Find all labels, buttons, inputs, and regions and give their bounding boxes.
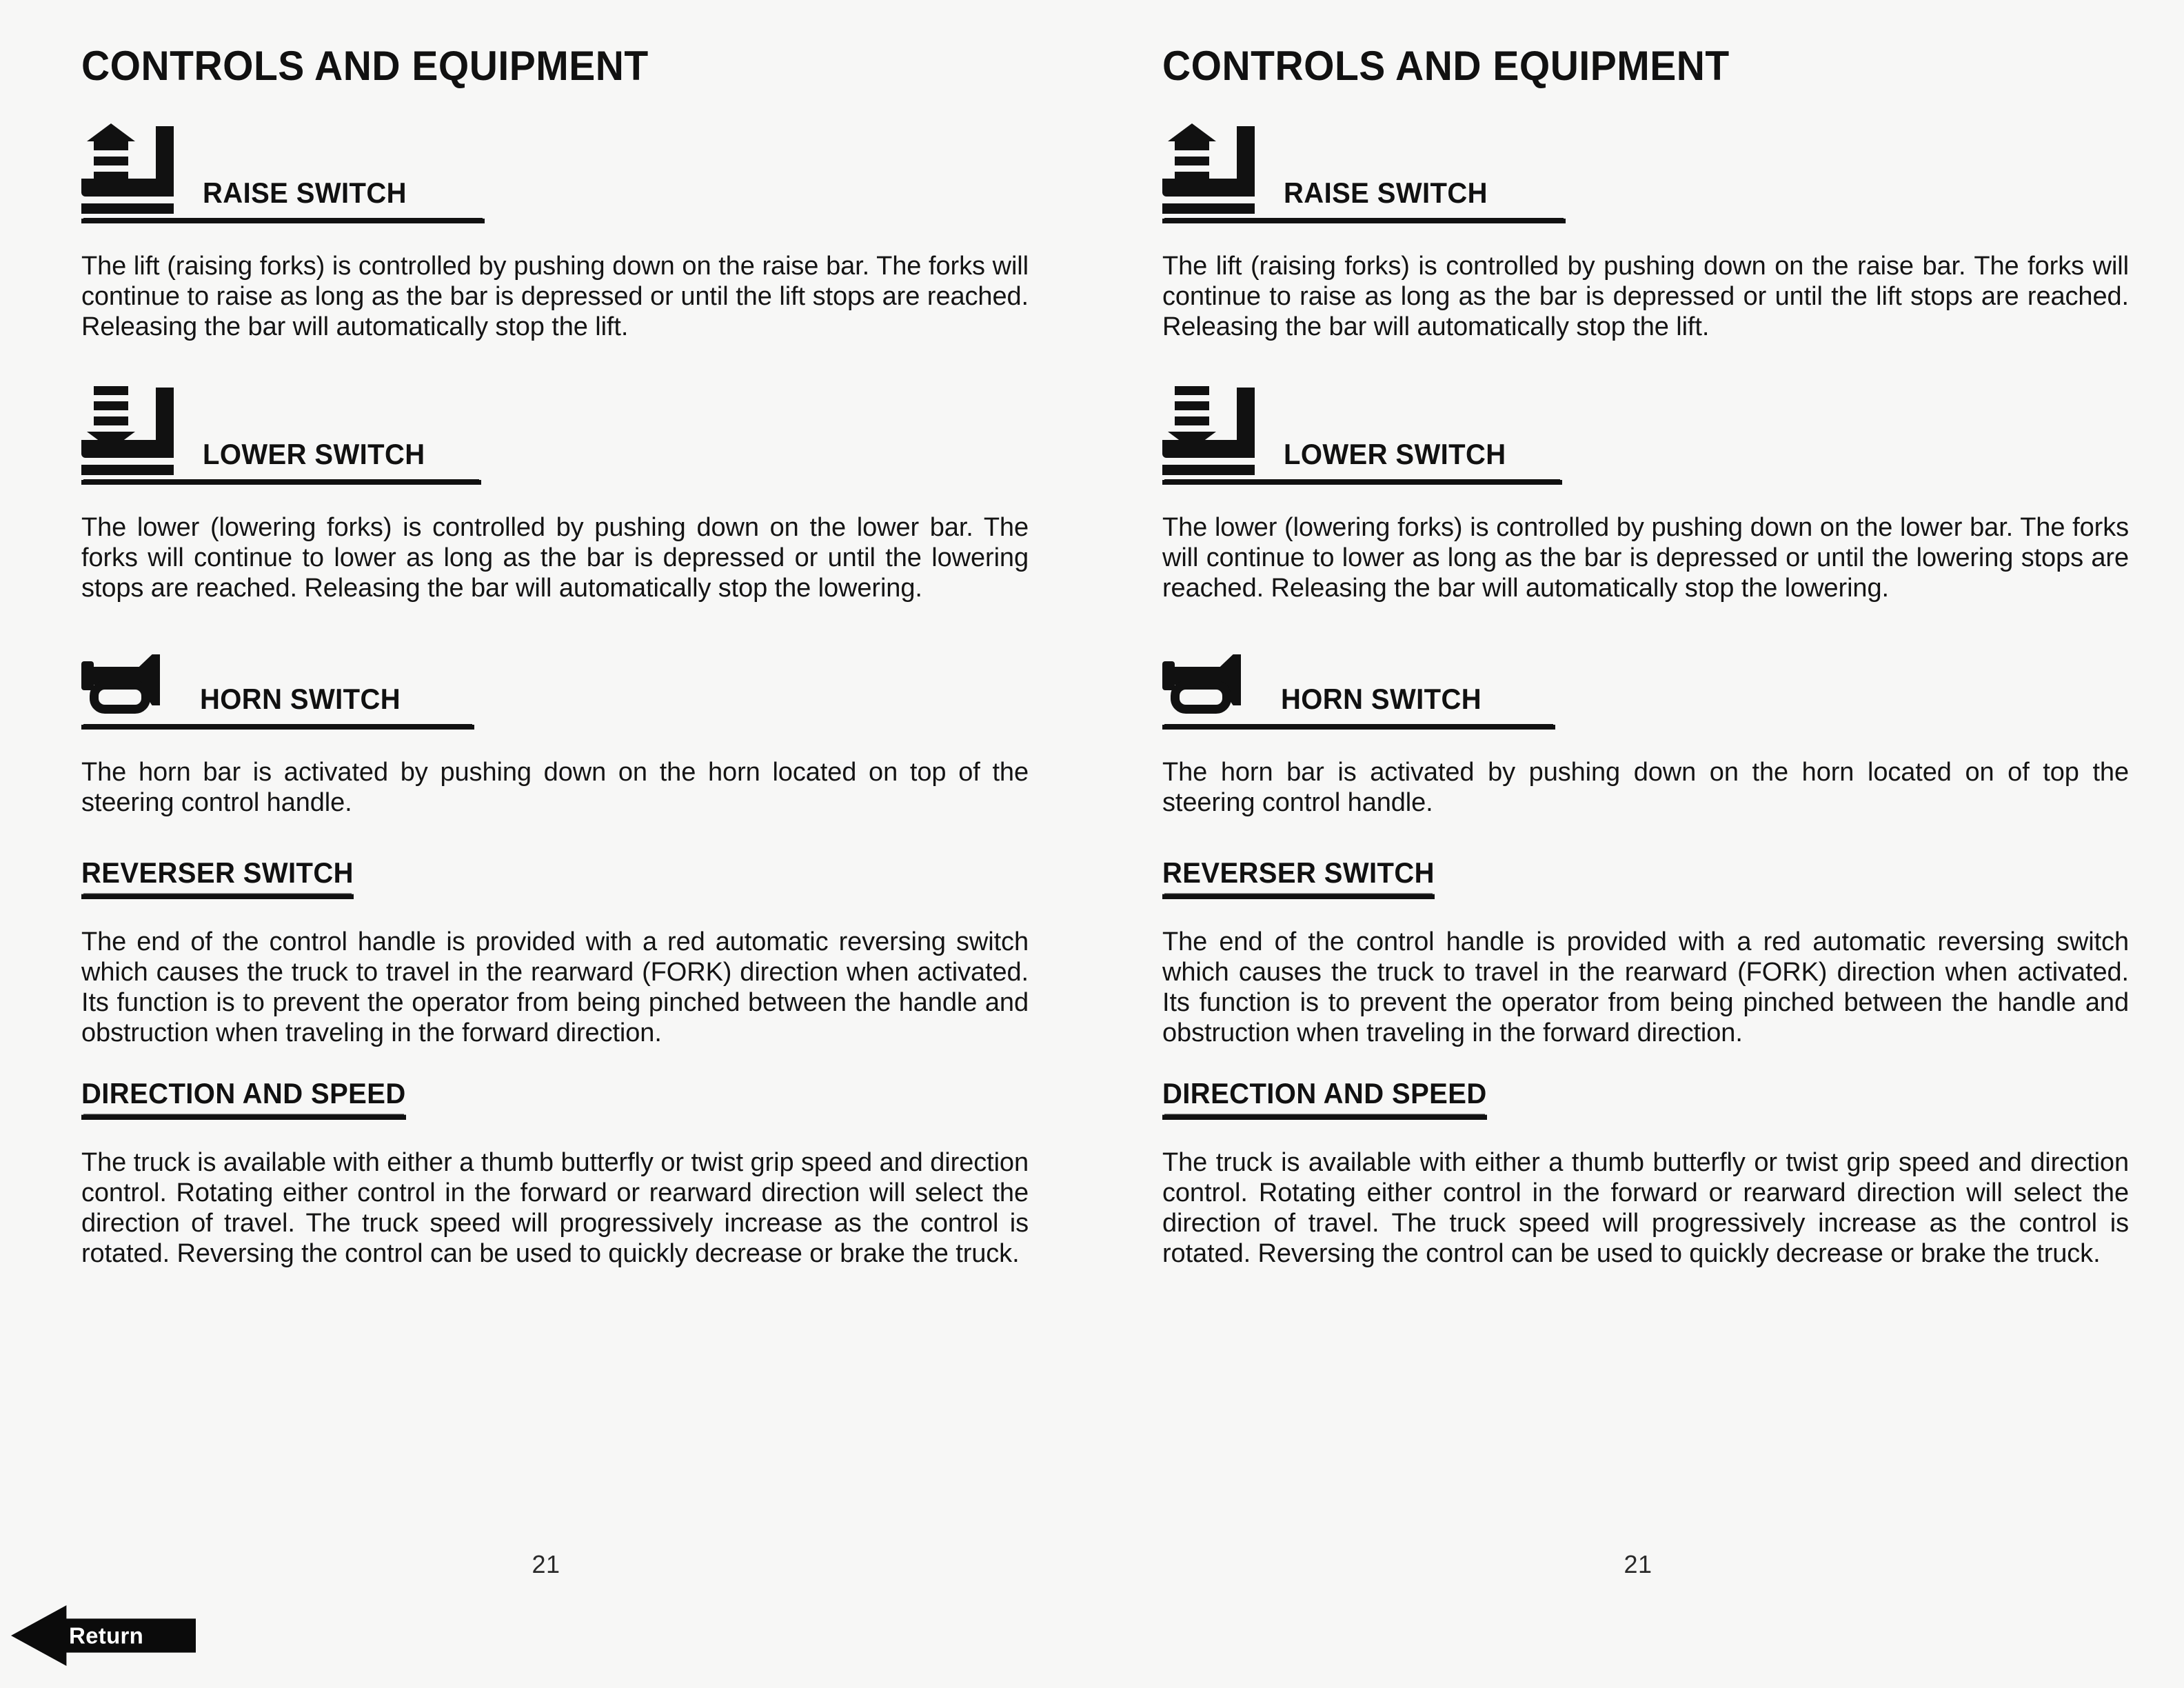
direction-and-speed-heading: DIRECTION AND SPEED bbox=[81, 1079, 406, 1120]
direction-and-speed-heading: DIRECTION AND SPEED bbox=[1162, 1079, 1487, 1120]
section-raise-switch bbox=[1162, 123, 2129, 342]
return-button-label: Return bbox=[69, 1622, 144, 1649]
left-page-number: 21 bbox=[532, 1550, 560, 1578]
arrow-up-glyph bbox=[1168, 123, 1216, 141]
horn-switch-label: HORN SWITCH bbox=[1281, 683, 1482, 716]
horn-switch-heading-row bbox=[1162, 654, 2129, 730]
horn-switch-body: The horn bar is activated by pushing down on the horn located on of top the steering control handle. bbox=[1162, 758, 2129, 817]
raise-switch-label: RAISE SWITCH bbox=[203, 177, 407, 210]
fork-tine bbox=[1162, 179, 1255, 197]
reverser-switch-body: The end of the control handle is provided with a red automatic reversing switch which causes the truck to travel in the rearward (FORK) direction when activated. Its function is to prevent the operator from being pinched between the handle and obstruction when traveling in the forward direction. bbox=[1162, 927, 2129, 1047]
section-raise-switch bbox=[81, 123, 1029, 342]
ground-bar bbox=[81, 203, 174, 214]
horn-switch-body: The horn bar is activated by pushing down on the horn located on top of the steering control handle. bbox=[81, 758, 1029, 817]
fork-tine bbox=[81, 179, 174, 197]
ground-bar bbox=[81, 465, 174, 475]
reverser-switch-body: The end of the control handle is provided with a red automatic reversing switch which causes the truck to travel in the rearward (FORK) direction when activated. Its function is to prevent the operator from being pinched between the handle and obstruction when traveling in the forward direction. bbox=[81, 927, 1029, 1047]
raise-switch-body: The lift (raising forks) is controlled by pushing down on the raise bar. The forks will continue to raise as long as the bar is depressed or until the lift stops are reached. Releasing the bar will automatically stop the lift. bbox=[1162, 252, 2129, 341]
section-reverser-switch bbox=[81, 857, 1029, 1048]
lower-switch-body: The lower (lowering forks) is controlled by pushing down on the lower bar. The forks will continue to lower as long as the bar is depressed or until the lowering stops are reached. Releasing the bar will automatically stop the lowering. bbox=[1162, 513, 2129, 603]
horn-loop bbox=[90, 681, 150, 714]
page-title: CONTROLS AND EQUIPMENT bbox=[81, 42, 649, 90]
horn-switch-label: HORN SWITCH bbox=[200, 683, 401, 716]
raise-switch-heading-row bbox=[1162, 123, 2129, 223]
lower-switch-label: LOWER SWITCH bbox=[203, 439, 425, 471]
reverser-switch-heading: REVERSER SWITCH bbox=[81, 858, 354, 899]
fork-tine bbox=[1162, 440, 1255, 458]
ground-bar bbox=[1162, 465, 1255, 475]
ground-bar bbox=[1162, 203, 1255, 214]
return-button[interactable] bbox=[11, 1605, 196, 1666]
lower-fork-icon bbox=[1162, 385, 1260, 476]
horn-icon bbox=[81, 654, 171, 721]
right-page-column bbox=[1092, 0, 2184, 1688]
section-horn-switch bbox=[81, 654, 1029, 818]
fork-tine bbox=[81, 440, 174, 458]
section-direction-and-speed bbox=[1162, 1078, 2129, 1269]
section-reverser-switch bbox=[1162, 857, 2129, 1048]
section-lower-switch bbox=[1162, 385, 2129, 603]
raise-switch-label: RAISE SWITCH bbox=[1284, 177, 1488, 210]
section-lower-switch bbox=[81, 385, 1029, 603]
page-title: CONTROLS AND EQUIPMENT bbox=[1162, 42, 1730, 90]
horn-loop bbox=[1171, 681, 1231, 714]
lower-switch-heading-row bbox=[1162, 385, 2129, 485]
section-horn-switch bbox=[1162, 654, 2129, 818]
section-direction-and-speed bbox=[81, 1078, 1029, 1269]
lower-switch-body: The lower (lowering forks) is controlled by pushing down on the lower bar. The forks will continue to lower as long as the bar is depressed or until the lowering stops are reached. Releasing the bar will automatically stop the lowering. bbox=[81, 513, 1029, 603]
raise-switch-body: The lift (raising forks) is controlled by pushing down on the raise bar. The forks will continue to raise as long as the bar is depressed or until the lift stops are reached. Releasing the bar will automatically stop the lift. bbox=[81, 252, 1029, 341]
horn-switch-heading-row bbox=[81, 654, 1029, 730]
horn-icon bbox=[1162, 654, 1252, 721]
direction-and-speed-body: The truck is available with either a thumb butterfly or twist grip speed and direction control. Rotating either control in the forward or rearward direction will select the direction of travel. The truck speed will progressively increase as the control is rotated. Reversing the control can be used to quickly decrease or brake the truck. bbox=[1162, 1148, 2129, 1268]
left-arrow-icon bbox=[11, 1605, 196, 1666]
raise-switch-heading-row bbox=[81, 123, 1029, 223]
arrow-up-glyph bbox=[87, 123, 135, 141]
raise-fork-icon bbox=[1162, 123, 1260, 214]
raise-fork-icon bbox=[81, 123, 179, 214]
lower-switch-label: LOWER SWITCH bbox=[1284, 439, 1506, 471]
mast-bars bbox=[1175, 386, 1209, 432]
reverser-switch-heading: REVERSER SWITCH bbox=[1162, 858, 1435, 899]
direction-and-speed-body: The truck is available with either a thumb butterfly or twist grip speed and direction control. Rotating either control in the forward or rearward direction will select the direction of travel. The truck speed will progressively increase as the control is rotated. Reversing the control can be used to quickly decrease or brake the truck. bbox=[81, 1148, 1029, 1268]
lower-fork-icon bbox=[81, 385, 179, 476]
mast-bars bbox=[94, 386, 128, 432]
lower-switch-heading-row bbox=[81, 385, 1029, 485]
right-page-number: 21 bbox=[1624, 1550, 1652, 1578]
